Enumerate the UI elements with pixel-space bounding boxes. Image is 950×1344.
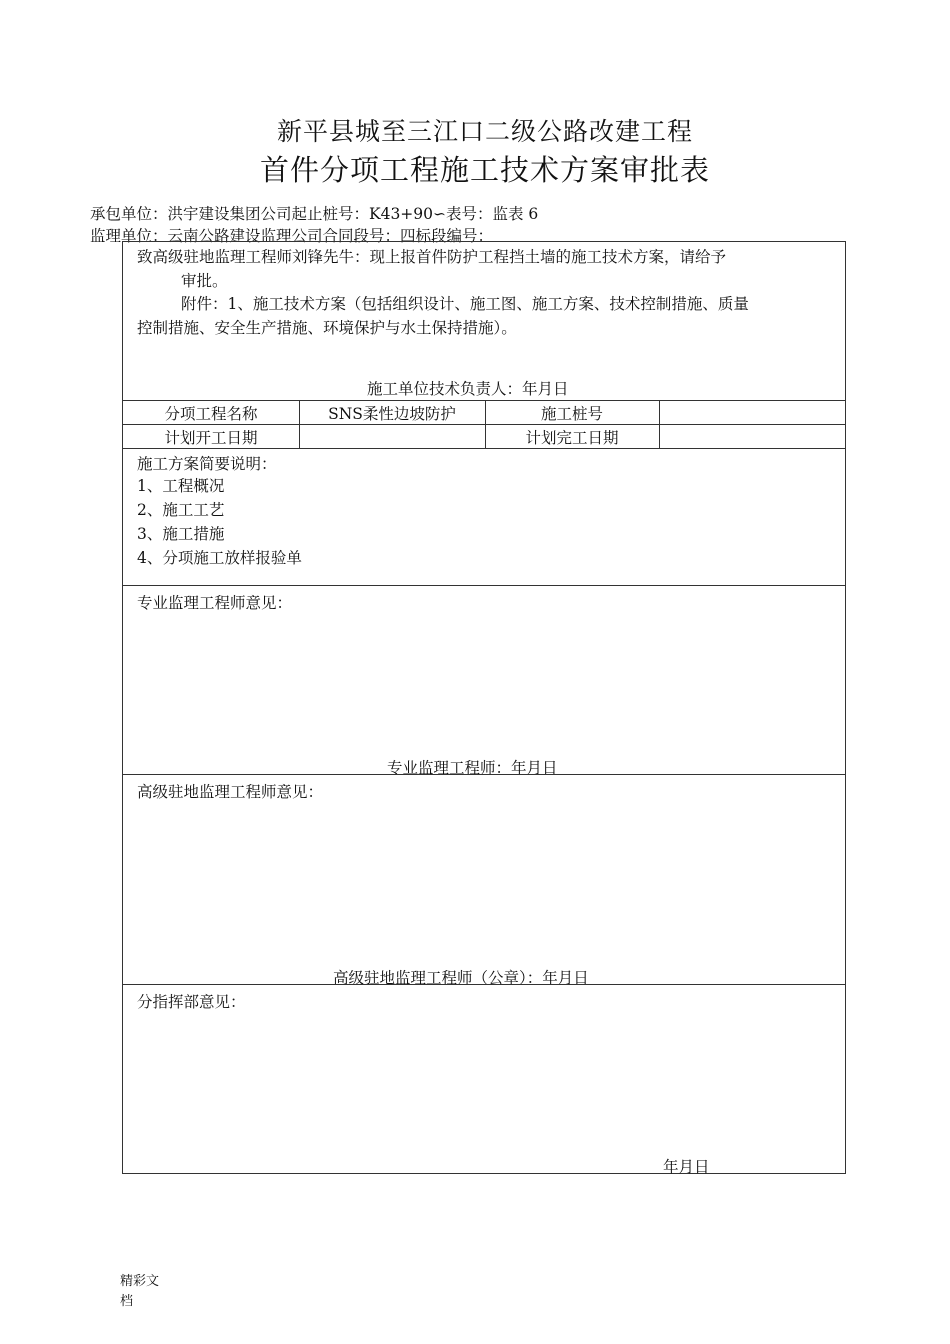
attachment-text-line2: 控制措施、安全生产措施、环境保护与水土保持措施）。 [137, 319, 517, 337]
supervisor-info-line: 监理单位：云南公路建设监理公司合同段号：四标段编号： [90, 227, 494, 245]
plan-item: 1、工程概况 [137, 477, 225, 495]
approval-form-table [122, 241, 846, 1174]
section-divider [123, 585, 845, 586]
item-name-value: SNS柔性边坡防护 [328, 405, 456, 423]
senior-opinion-heading: 高级驻地监理工程师意见： [137, 783, 324, 801]
station-label: 施工桩号 [540, 405, 603, 423]
table-divider [123, 400, 845, 401]
planned-end-label: 计划完工日期 [525, 429, 619, 447]
plan-heading: 施工方案简要说明： [137, 455, 277, 473]
section-divider [123, 774, 845, 775]
item-name-label: 分项工程名称 [164, 405, 258, 423]
specialist-opinion-heading: 专业监理工程师意见： [137, 594, 293, 612]
plan-item: 2、施工工艺 [137, 501, 225, 519]
contractor-signature-line: 施工单位技术负责人：年月日 [367, 380, 569, 398]
branch-signature-line: 年月日 [663, 1158, 710, 1176]
address-text-line1: 致高级驻地监理工程师刘锋先牛：现上报首件防护工程挡土墙的施工技术方案，请给予 [137, 248, 727, 266]
contractor-info-line: 承包单位：洪宇建设集团公司起止桩号：K43+90∽表号：监表 6 [90, 205, 539, 223]
table-column-divider [659, 400, 660, 448]
footer-line1: 精彩文 [120, 1274, 160, 1289]
branch-opinion-heading: 分指挥部意见： [137, 993, 246, 1011]
section-divider [123, 984, 845, 985]
attachment-text-line1: 附件：1、施工技术方案（包括组织设计、施工图、施工方案、技术控制措施、质量 [181, 295, 749, 313]
footer-note [120, 1272, 180, 1312]
planned-start-label: 计划开工日期 [164, 429, 258, 447]
footer-line2: 档 [120, 1294, 134, 1309]
plan-item: 3、施工措施 [137, 525, 225, 543]
table-divider [123, 424, 845, 425]
address-text-line2: 审批。 [181, 272, 228, 290]
document-title-line2: 首件分项工程施工技术方案审批表 [259, 153, 710, 187]
table-divider [123, 448, 845, 449]
plan-item: 4、分项施工放样报验单 [137, 549, 302, 567]
specialist-signature-line: 专业监理工程师：年月日 [387, 759, 558, 777]
senior-signature-line: 高级驻地监理工程师（公章）：年月日 [333, 969, 589, 987]
document-title-line1: 新平县城至三江口二级公路改建工程 [276, 117, 693, 146]
